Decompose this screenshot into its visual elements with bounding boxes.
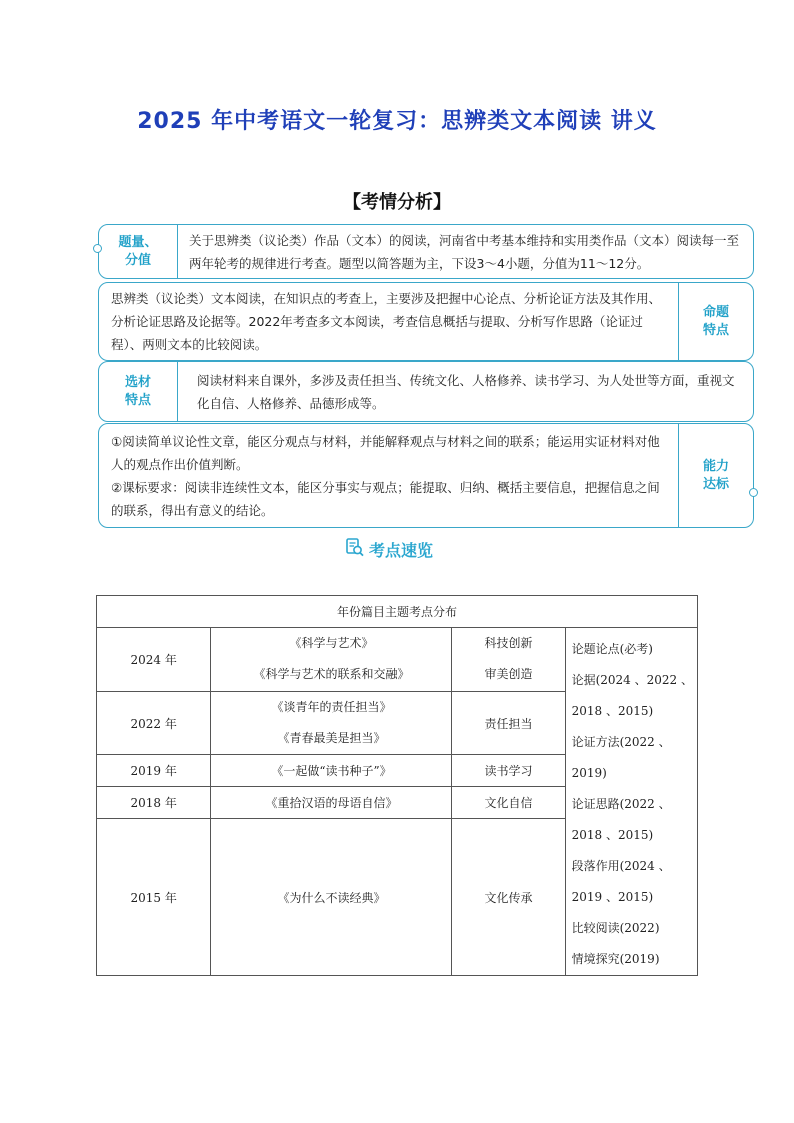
distribution-table xyxy=(96,595,698,976)
year-cell: 2024 年 xyxy=(97,628,211,692)
label-line: 特点 xyxy=(124,392,151,408)
analysis-label-score xyxy=(99,225,178,278)
analysis-box-material xyxy=(98,361,754,422)
kaodian-line: 2019) xyxy=(571,766,607,780)
analysis-box-features xyxy=(98,282,754,361)
kaodian-line: 论题论点(必考) xyxy=(571,642,653,656)
label-line: 题量、 xyxy=(118,234,158,250)
connector-dot xyxy=(93,244,102,253)
kaodian-line: 2019 、2015) xyxy=(571,890,654,904)
title-cell xyxy=(211,691,452,755)
analysis-text-features: 思辨类（议论类）文本阅读，在知识点的考查上，主要涉及把握中心论点、分析论证方法及其作用、分析论证思路及论据等。2022年考查多文本阅读，考查信息概括与提取、分析写作思路（论证过程）、两则文本的比较阅读。 xyxy=(111,291,662,352)
analysis-text-material: 阅读材料来自课外，多涉及责任担当、传统文化、人格修养、读书学习、为人处世等方面，重视文化自信、人格修养、品德形成等。 xyxy=(197,372,735,411)
kaodian-line: 论证思路(2022 、 xyxy=(571,797,671,811)
year-cell: 2018 年 xyxy=(97,786,211,818)
title-cell: 《重拾汉语的母语自信》 xyxy=(211,786,452,818)
connector-dot xyxy=(749,488,758,497)
section-heading-exam-analysis: 【考情分析】 xyxy=(343,192,451,213)
theme-cell: 文化自信 xyxy=(452,786,565,818)
theme-cell xyxy=(452,628,565,692)
article-title: 《科学与艺术的联系和交融》 xyxy=(253,667,410,682)
kaodian-line: 论据(2024 、2022 、 xyxy=(571,673,693,687)
title-cell xyxy=(211,628,452,692)
title-cell: 《一起做“读书种子”》 xyxy=(211,755,452,786)
label-line: 命题 xyxy=(702,304,729,320)
analysis-label-features xyxy=(678,283,753,360)
table-row xyxy=(97,628,698,692)
label-line: 能力 xyxy=(702,458,729,474)
analysis-box-ability xyxy=(98,423,754,528)
theme-cell: 文化传承 xyxy=(452,819,565,976)
kaodian-cell xyxy=(565,628,697,976)
theme: 审美创造 xyxy=(484,667,533,682)
label-line: 特点 xyxy=(702,322,729,338)
kaodian-line: 论证方法(2022 、 xyxy=(571,735,671,749)
article-title: 《青春最美是担当》 xyxy=(277,731,386,746)
points-overview-heading xyxy=(345,538,433,560)
year-cell: 2015 年 xyxy=(97,819,211,976)
theme-cell: 责任担当 xyxy=(452,691,565,755)
year-cell: 2022 年 xyxy=(97,691,211,755)
kaodian-line: 情境探究(2019) xyxy=(571,952,660,966)
document-title: 2025 年中考语文一轮复习：思辨类文本阅读 讲义 xyxy=(137,109,657,134)
kaodian-line: 比较阅读(2022) xyxy=(571,921,660,935)
title-cell: 《为什么不读经典》 xyxy=(211,819,452,976)
year-cell: 2019 年 xyxy=(97,755,211,786)
table-header: 年份篇目主题考点分布 xyxy=(97,596,698,628)
magnifier-document-icon xyxy=(345,537,365,561)
theme-cell: 读书学习 xyxy=(452,755,565,786)
label-line: 达标 xyxy=(702,476,729,492)
label-line: 分值 xyxy=(124,252,151,268)
analysis-label-ability xyxy=(678,424,753,527)
analysis-text-score: 关于思辨类（议论类）作品（文本）的阅读，河南省中考基本维持和实用类作品（文本）阅读每一至两年轮考的规律进行考查。题型以简答题为主，下设3～4小题，分值为11～12分。 xyxy=(189,232,740,271)
points-overview-title: 考点速览 xyxy=(369,540,434,560)
table-header-row xyxy=(97,596,698,628)
article-title: 《谈青年的责任担当》 xyxy=(271,700,392,715)
analysis-box-score xyxy=(98,224,754,279)
analysis-label-material xyxy=(99,362,178,421)
analysis-text-ability xyxy=(111,424,667,527)
theme: 科技创新 xyxy=(484,636,533,651)
kaodian-line: 2018 、2015) xyxy=(571,828,654,842)
kaodian-line: 2018 、2015) xyxy=(571,704,654,718)
article-title: 《科学与艺术》 xyxy=(289,636,374,651)
kaodian-line: 段落作用(2024 、 xyxy=(571,859,671,873)
ability-point-2: ②课标要求：阅读非连续性文本，能区分事实与观点；能提取、归纳、概括主要信息，把握信息之间的联系，得出有意义的结论。 xyxy=(111,479,660,518)
label-line: 选材 xyxy=(124,374,151,390)
ability-point-1: ①阅读简单议论性文章，能区分观点与材料，并能解释观点与材料之间的联系；能运用实证材料对他人的观点作出价值判断。 xyxy=(111,433,660,472)
